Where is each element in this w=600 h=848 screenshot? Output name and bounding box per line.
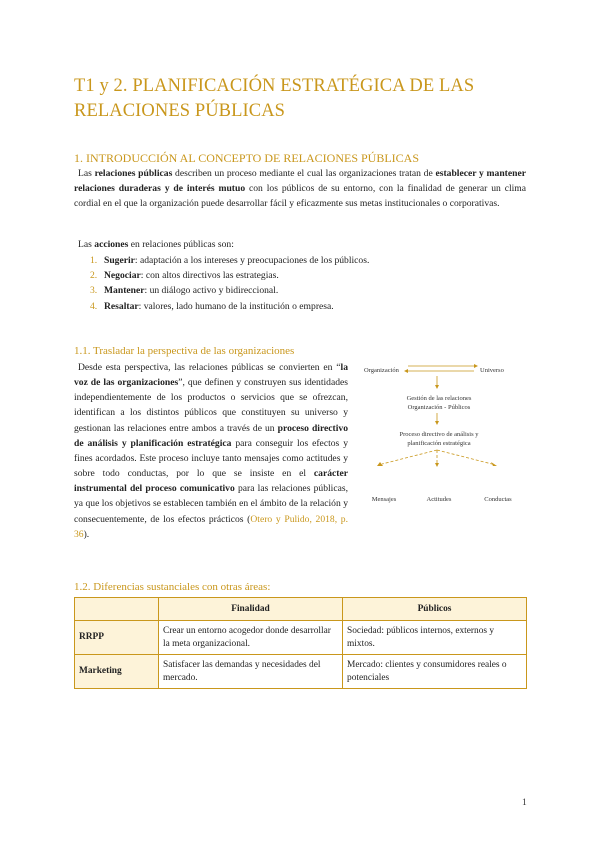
citation: Otero y Pulido, 2018, p. 36 (74, 513, 348, 540)
cell-publicos: Mercado: clientes y consumidores reales o potenciales (343, 655, 527, 689)
bold-text: relaciones públicas (94, 168, 173, 179)
row-label: Marketing (75, 655, 159, 689)
section-1-heading: 1. INTRODUCCIÓN AL CONCEPTO DE RELACIONES PÚBLICAS (74, 151, 420, 165)
list-number: 2. (90, 270, 98, 282)
acciones-intro (78, 239, 234, 250)
node-proceso-line2: planificación estratégica (407, 440, 471, 447)
list-number: 4. (90, 300, 98, 312)
node-universo: Universo (480, 367, 504, 374)
node-conductas: Conductas (484, 496, 512, 503)
bold-text: carácter instrumental del proceso comunicativo (74, 468, 348, 495)
cell-finalidad: Crear un entorno acogedor donde desarrollar la meta organizacional. (159, 621, 343, 655)
text: en relaciones públicas son: (128, 239, 234, 250)
text: Las (78, 239, 95, 250)
text: : con altos directivos las estrategias. (140, 270, 279, 282)
section-1-2-heading: 1.2. Diferencias sustanciales con otras áreas: (74, 581, 271, 593)
arrowhead (435, 385, 439, 389)
row-label: RRPP (75, 621, 159, 655)
arrowhead (474, 364, 478, 368)
list-number: 3. (90, 285, 98, 297)
comparison-table (74, 597, 527, 689)
text: : adaptación a los intereses y preocupaciones de los públicos. (134, 255, 370, 266)
dashed-arrow (382, 450, 437, 464)
bold-text: proceso directivo de análisis y planificación estratégica (74, 422, 349, 449)
bold-text: Mantener (104, 285, 145, 297)
bold-text: la voz de las organizaciones (74, 362, 348, 389)
list-item (90, 283, 369, 298)
text: describen un proceso mediante el cual las organizaciones tratan de (172, 168, 436, 179)
table-header-empty (75, 598, 159, 621)
bold-text: Negociar (104, 270, 141, 282)
text: Las (78, 168, 95, 179)
node-organizacion: Organización (364, 367, 399, 374)
page-number: 1 (522, 798, 527, 808)
cell-publicos: Sociedad: públicos internos, externos y mixtos. (343, 621, 527, 655)
table-header-publicos: Públicos (343, 598, 527, 621)
cell-finalidad: Satisfacer las demandas y necesidades del mercado. (159, 655, 343, 689)
bold-text: Resaltar (104, 300, 139, 312)
text: para conseguir los efectos y fines acordados. Este proceso incluye tanto mensajes como actitudes y sobre todo conductas, por lo que se insiste en el (74, 437, 348, 480)
text: ). (83, 528, 90, 540)
bold-text: establecer y mantener relaciones duraderas y de interés mutuo (74, 168, 526, 194)
text: ”, que definen y construyen sus identidades independientemente de los productos o servicios que se ofrezcan, identifican a los distintos públicos que constituyen su universo y gestionan las relaciones entre ambos a través de un (74, 377, 349, 434)
rp-process-diagram (362, 360, 528, 510)
node-mensajes: Mensajes (371, 496, 397, 503)
acciones-list (90, 253, 369, 314)
text: : un diálogo activo y bidireccional. (144, 285, 279, 297)
arrowhead (435, 421, 439, 425)
page-title: T1 y 2. PLANIFICACIÓN ESTRATÉGICA DE LAS RELACIONES PÚBLICAS (74, 76, 475, 121)
perspective-paragraph (74, 360, 348, 542)
intro-paragraph (74, 166, 526, 211)
list-item (90, 268, 369, 283)
node-gestion-line1: Gestión de las relaciones (406, 395, 472, 402)
table-header-row (75, 598, 527, 621)
text: Desde esta perspectiva, las relaciones públicas se convierten en “ (78, 362, 341, 373)
section-1-1-heading: 1.1. Trasladar la perspectiva de las organizaciones (74, 345, 295, 357)
arrowhead (435, 463, 439, 467)
table-header-finalidad: Finalidad (159, 598, 343, 621)
list-number: 1. (90, 255, 98, 266)
table-row (75, 621, 527, 655)
node-actitudes: Actitudes (426, 496, 452, 503)
node-gestion-line2: Organización - Públicos (407, 404, 471, 411)
table-row (75, 655, 527, 689)
dashed-arrow (437, 450, 492, 464)
text: con los públicos de su entorno, con la finalidad de generar un clima cordial en el que la organización puede desarrollar fácil y eficazmente sus metas institucionales o corporativas. (74, 183, 527, 209)
list-item (90, 253, 369, 268)
text: : valores, lado humano de la institución o empresa. (138, 300, 334, 312)
arrowhead (404, 369, 408, 373)
list-item (90, 299, 369, 314)
text: para las relaciones públicas, ya que los objetivos se establecen también en el ámbito de la relación y consecuentemente, de los efectos prácticos ( (74, 483, 348, 525)
node-proceso-line1: Proceso directivo de análisis y (399, 431, 479, 438)
bold-text: acciones (94, 239, 129, 250)
bold-text: Sugerir (104, 255, 135, 266)
